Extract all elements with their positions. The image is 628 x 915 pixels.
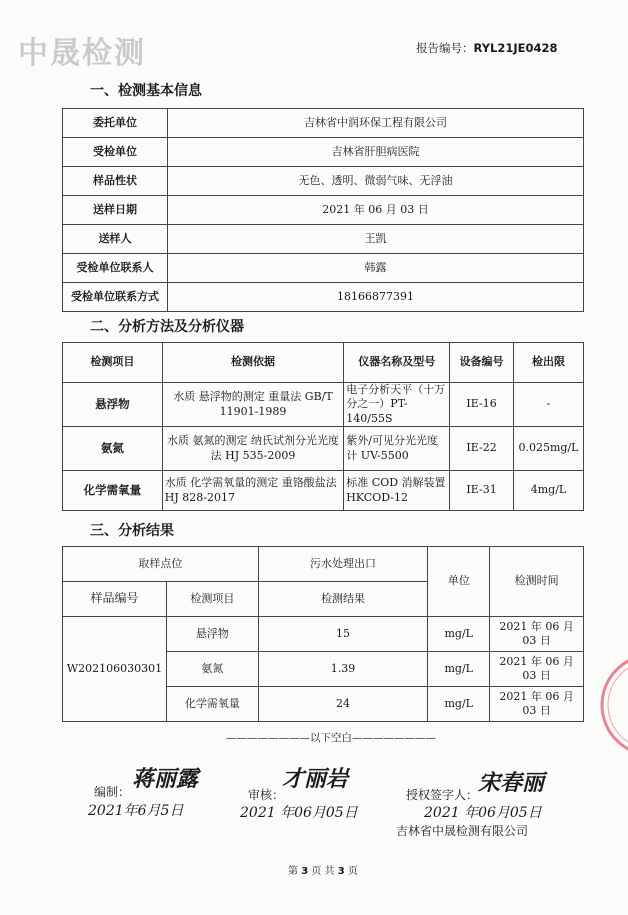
result-item: 化学需氧量 xyxy=(166,687,258,722)
detection-limit: 4mg/L xyxy=(513,471,583,511)
result-value: 1.39 xyxy=(258,652,428,687)
test-basis: 水质 悬浮物的测定 重量法 GB/T 11901-1989 xyxy=(162,383,344,427)
col-header: 检测项目 xyxy=(63,343,163,383)
prepared-signature: 蒋丽露 xyxy=(132,766,199,792)
table-row xyxy=(63,254,584,283)
company-logo: 中晟检测 xyxy=(18,36,146,71)
table-header-row xyxy=(63,343,584,383)
info-value: 2021 年 06 月 03 日 xyxy=(168,196,584,225)
test-item: 悬浮物 xyxy=(63,383,163,427)
authorized-date: 2021 年06月05日 xyxy=(424,805,542,821)
info-value: 18166877391 xyxy=(168,283,584,312)
result-item: 氨氮 xyxy=(166,652,258,687)
info-value: 王凯 xyxy=(168,225,584,254)
page-footer xyxy=(288,862,358,877)
sample-no-header: 样品编号 xyxy=(63,582,167,617)
test-basis: 水质 氨氮的测定 纳氏试剂分光光度法 HJ 535-2009 xyxy=(162,427,344,471)
table-row xyxy=(63,167,584,196)
result-unit: mg/L xyxy=(428,617,490,652)
table-row xyxy=(63,283,584,312)
current-page: 3 xyxy=(301,866,309,877)
info-value: 吉林省肝胆病医院 xyxy=(168,138,584,167)
col-header: 仪器名称及型号 xyxy=(344,343,450,383)
report-number xyxy=(416,40,558,56)
col-header: 设备编号 xyxy=(450,343,514,383)
reviewed-signature: 才丽岩 xyxy=(282,766,349,792)
result-time: 2021 年 06 月 03 日 xyxy=(490,687,584,722)
info-label: 送样人 xyxy=(63,225,168,254)
authorized-signature: 宋春丽 xyxy=(478,770,545,796)
result-unit: mg/L xyxy=(428,652,490,687)
result-value: 24 xyxy=(258,687,428,722)
col-header: 检出限 xyxy=(513,343,583,383)
info-value: 吉林省中润环保工程有限公司 xyxy=(168,109,584,138)
item-header: 检测项目 xyxy=(166,582,258,617)
table-row xyxy=(63,471,584,511)
sample-no: W202106030301 xyxy=(63,617,167,722)
reviewed-label: 审核： xyxy=(248,788,285,802)
result-header: 检测结果 xyxy=(258,582,428,617)
table-row xyxy=(63,225,584,254)
time-header: 检测时间 xyxy=(490,547,584,617)
report-number-label: 报告编号： xyxy=(416,41,474,55)
info-value: 韩露 xyxy=(168,254,584,283)
info-value: 无色、透明、微弱气味、无浮油 xyxy=(168,167,584,196)
result-value: 15 xyxy=(258,617,428,652)
test-basis: 水质 化学需氧量的测定 重铬酸盐法 HJ 828-2017 xyxy=(162,471,344,511)
device-no: IE-22 xyxy=(450,427,514,471)
instrument: 紫外/可见分光光度计 UV-5500 xyxy=(344,427,450,471)
table-row xyxy=(63,109,584,138)
official-seal-icon xyxy=(590,650,628,760)
report-number-value: RYL21JE0428 xyxy=(473,41,558,55)
result-unit: mg/L xyxy=(428,687,490,722)
sampling-point-label: 取样点位 xyxy=(63,547,259,582)
section1-title: 一、检测基本信息 xyxy=(90,83,202,99)
footer-suffix: 页 xyxy=(347,866,358,877)
instrument: 标准 COD 消解装置 HKCOD-12 xyxy=(344,471,450,511)
prepared-date: 2021年6月5日 xyxy=(88,803,184,819)
device-no: IE-31 xyxy=(450,471,514,511)
info-label: 样品性状 xyxy=(63,167,168,196)
info-label: 送样日期 xyxy=(63,196,168,225)
prepared-label: 编制： xyxy=(94,785,131,799)
instrument: 电子分析天平（十万分之一）PT-140/55S xyxy=(344,383,450,427)
info-label: 受检单位 xyxy=(63,138,168,167)
total-pages: 3 xyxy=(337,866,345,877)
test-item: 氨氮 xyxy=(63,427,163,471)
col-header: 检测依据 xyxy=(162,343,344,383)
basic-info-table xyxy=(62,108,584,312)
info-label: 委托单位 xyxy=(63,109,168,138)
sampling-point-value: 污水处理出口 xyxy=(258,547,428,582)
results-table xyxy=(62,546,584,722)
detection-limit: - xyxy=(513,383,583,427)
table-row xyxy=(63,617,584,652)
footer-middle: 页 共 xyxy=(311,866,335,877)
section2-title: 二、分析方法及分析仪器 xyxy=(90,319,244,335)
blank-notice: ————————以下空白———————— xyxy=(226,732,436,744)
result-time: 2021 年 06 月 03 日 xyxy=(490,652,584,687)
footer-prefix: 第 xyxy=(288,866,298,877)
result-item: 悬浮物 xyxy=(166,617,258,652)
table-row xyxy=(63,138,584,167)
table-row xyxy=(63,196,584,225)
table-row xyxy=(63,427,584,471)
reviewed-date: 2021 年06月05日 xyxy=(240,805,358,821)
info-label: 受检单位联系方式 xyxy=(63,283,168,312)
company-name: 吉林省中晟检测有限公司 xyxy=(396,824,529,838)
table-header-row xyxy=(63,547,584,582)
device-no: IE-16 xyxy=(450,383,514,427)
info-label: 受检单位联系人 xyxy=(63,254,168,283)
table-row xyxy=(63,383,584,427)
result-time: 2021 年 06 月 03 日 xyxy=(490,617,584,652)
section3-title: 三、分析结果 xyxy=(90,523,174,539)
method-table xyxy=(62,342,584,511)
detection-limit: 0.025mg/L xyxy=(513,427,583,471)
test-item: 化学需氧量 xyxy=(63,471,163,511)
authorized-label: 授权签字人： xyxy=(406,788,479,802)
unit-header: 单位 xyxy=(428,547,490,617)
